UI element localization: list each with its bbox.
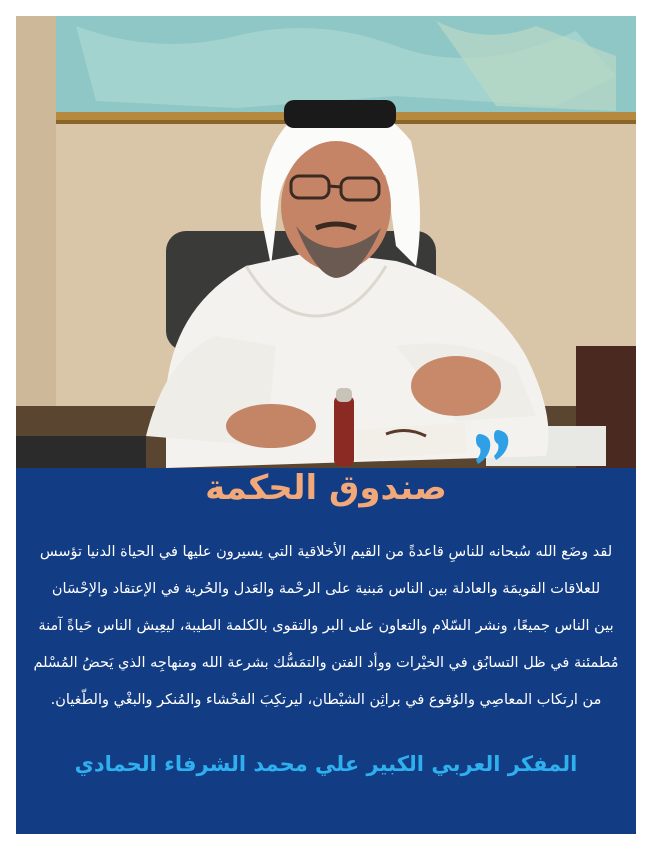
author-signature: المفكر العربي الكبير علي محمد الشرفاء الحمادي xyxy=(74,752,578,776)
closing-quote-icon xyxy=(468,426,518,466)
text-line: بين الناس جميعًا، ونشر السّلام والتعاون على البر والتقوى بالكلمة الطيبة، ليعِيش الناس حَياةً آمنة xyxy=(38,618,614,634)
card-title: صندوق الحكمة xyxy=(205,468,447,508)
text-line: لقد وضَع الله سُبحانه للناسِ قاعدةً من القيم الأخلاقية التي يسيرون عليها في الحياة الدنيا تؤسس xyxy=(39,544,613,560)
text-line: من ارتكاب المعاصِي والوُقوع في براثِن الشيْطان، ليرتكِبَ الفحْشاء والمُنكر والبغْي والطّغيان. xyxy=(50,692,602,708)
text-line: مُطمئنة في ظل التسابُق في الخيْرات ووأد الفتن والتمَسُّك بشرعة الله ومنهاجِه الذي يَحضُ المُسْلم xyxy=(33,655,619,671)
wisdom-text xyxy=(30,534,622,719)
portrait-photo xyxy=(16,16,636,468)
text-line: للعلاقات القويمَة والعادلة بين الناس مَبنية على الرحْمة والعَدل والحُرية في الإعتقاد والإحْسَان xyxy=(51,581,601,597)
